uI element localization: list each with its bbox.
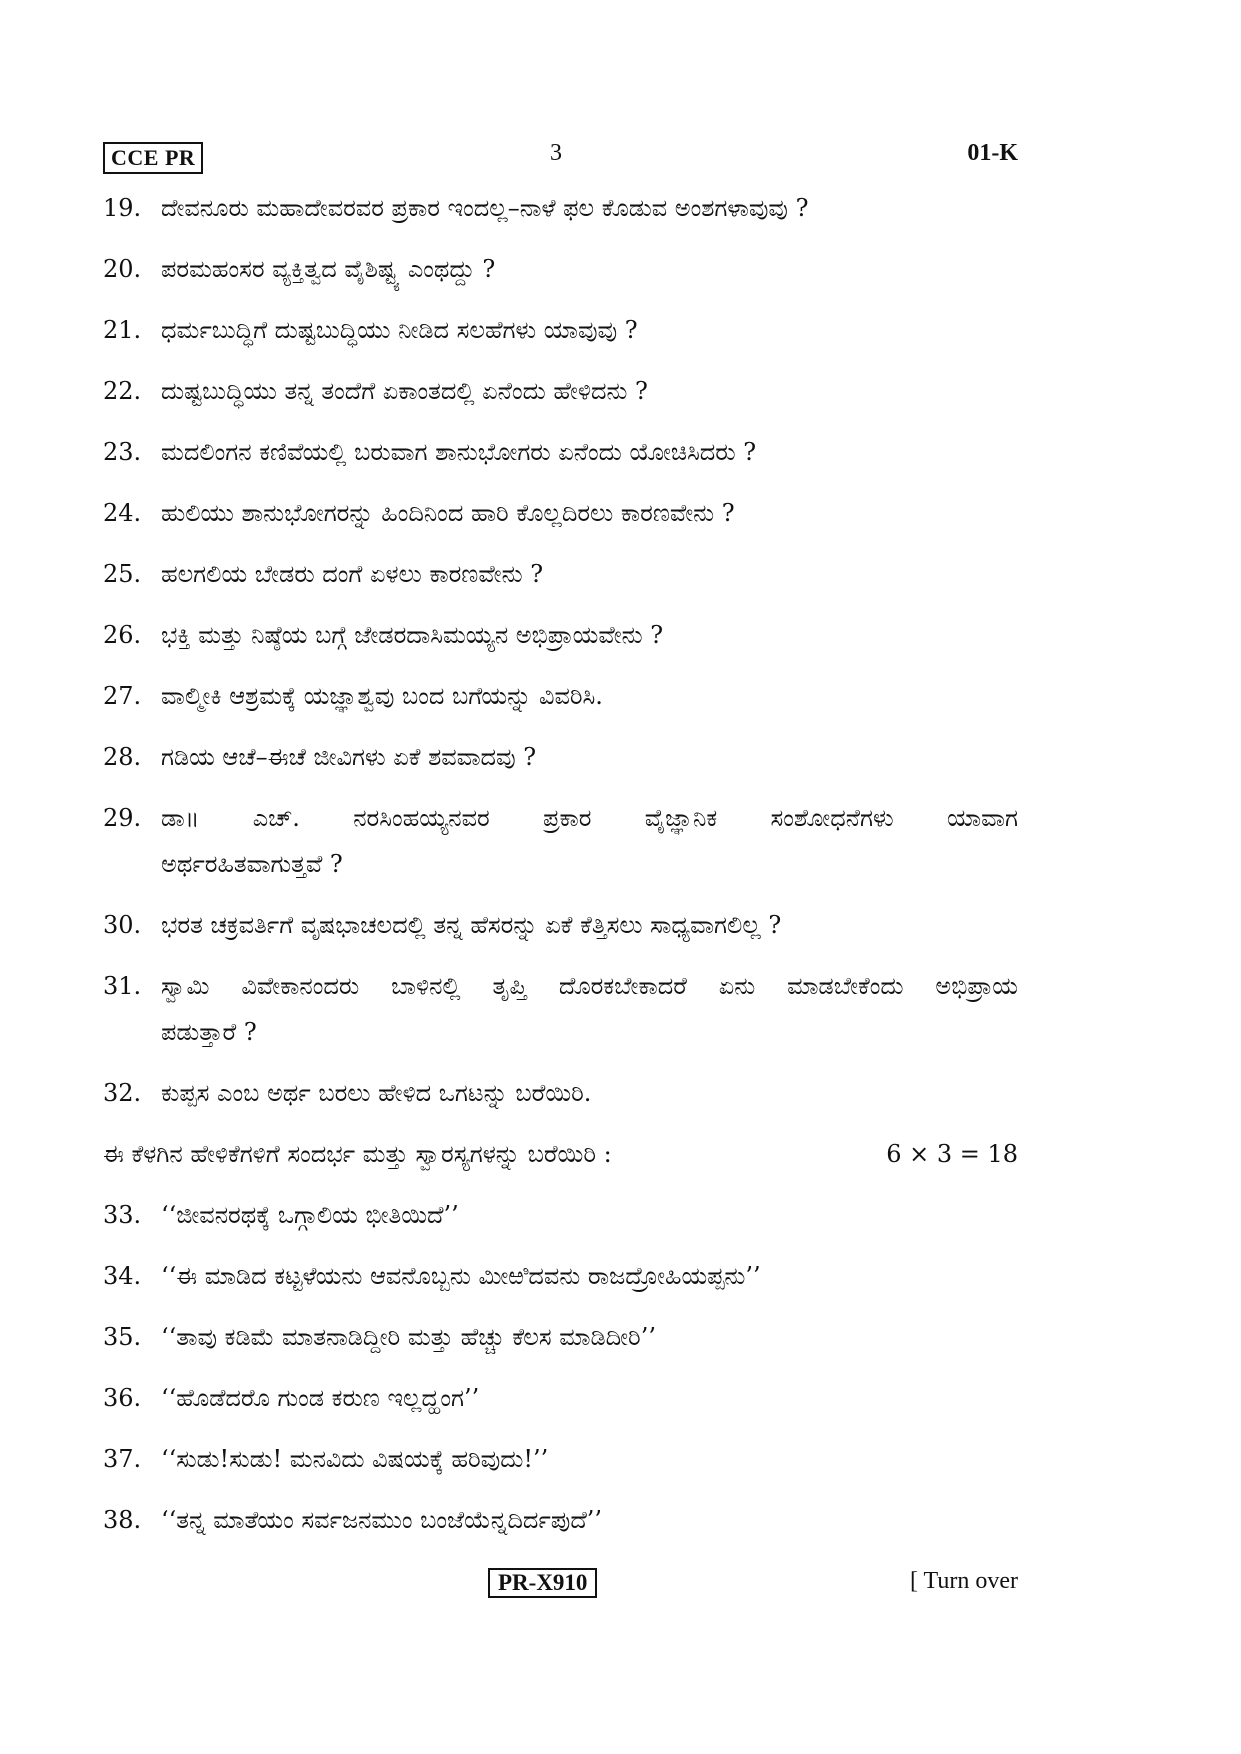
question-24: 24. ಹುಲಿಯು ಶಾನುಭೋಗರನ್ನು ಹಿಂದಿನಿಂದ ಹಾರಿ ಕೊಲ್ಲದಿರಲು ಕಾರಣವೇನು ? bbox=[103, 499, 735, 527]
question-27: 27. ವಾಲ್ಮೀಕಿ ಆಶ್ರಮಕ್ಕೆ ಯಜ್ಞಾಶ್ವವು ಬಂದ ಬಗೆಯನ್ನು ವಿವರಿಸಿ. bbox=[103, 682, 603, 710]
question-32: 32. ಕುಪ್ಪಸ ಎಂಬ ಅರ್ಥ ಬರಲು ಹೇಳಿದ ಒಗಟನ್ನು ಬರೆಯಿರಿ. bbox=[103, 1079, 592, 1107]
question-34: 34. ‘‘ಈ ಮಾಡಿದ ಕಟ್ಟಳೆಯನು ಆವನೊಬ್ಬನು ಮೀಱಿದವನು ರಾಜದ್ರೋಹಿಯಪ್ಪನು’’ bbox=[103, 1262, 761, 1290]
section-instruction bbox=[103, 1131, 1018, 1177]
question-38: 38. ‘‘ತನ್ನ ಮಾತೆಯಂ ಸರ್ವಜನಮುಂ ಬಂಜೆಯೆನ್ನದಿರ್ದಪುದೆ’’ bbox=[103, 1506, 603, 1534]
turn-over-note: [ Turn over bbox=[909, 1568, 1018, 1594]
question-28: 28. ಗಡಿಯ ಆಚೆ–ಈಚೆ ಜೀವಿಗಳು ಏಕೆ ಶವವಾದವು ? bbox=[103, 743, 537, 771]
question-list bbox=[103, 185, 1018, 1558]
paper-id: 01-K bbox=[967, 140, 1018, 166]
question-19: 19. ದೇವನೂರು ಮಹಾದೇವರವರ ಪ್ರಕಾರ ಇಂದಲ್ಲ–ನಾಳೆ ಫಲ ಕೊಡುವ ಅಂಶಗಳಾವುವು ? bbox=[103, 194, 809, 222]
question-20: 20. ಪರಮಹಂಸರ ವ್ಯಕ್ತಿತ್ವದ ವೈಶಿಷ್ಟ್ಯ ಎಂಥದ್ದು ? bbox=[103, 255, 496, 283]
question-30: 30. ಭರತ ಚಕ್ರವರ್ತಿಗೆ ವೃಷಭಾಚಲದಲ್ಲಿ ತನ್ನ ಹೆಸರನ್ನು ಏಕೆ ಕೆತ್ತಿಸಲು ಸಾಧ್ಯವಾಗಲಿಲ್ಲ ? bbox=[103, 911, 782, 939]
footer-code-box: PR-X910 bbox=[488, 1568, 597, 1598]
section-instruction-text: ಈ ಕೆಳಗಿನ ಹೇಳಿಕೆಗಳಿಗೆ ಸಂದರ್ಭ ಮತ್ತು ಸ್ವಾರಸ್ಯಗಳನ್ನು ಬರೆಯಿರಿ : bbox=[103, 1140, 612, 1168]
section-marks: 6 × 3 = 18 bbox=[886, 1140, 1018, 1168]
page-number: 3 bbox=[550, 140, 562, 166]
question-29: 29. ಡಾ॥ ಎಚ್. ನರಸಿಂಹಯ್ಯನವರ ಪ್ರಕಾರ ವೈಜ್ಞಾನಿಕ ಸಂಶೋಧನೆಗಳು ಯಾವಾಗ ಅರ್ಥರಹಿತವಾಗುತ್ತವೆ ? bbox=[103, 795, 1018, 887]
question-22: 22. ದುಷ್ಟಬುದ್ಧಿಯು ತನ್ನ ತಂದೆಗೆ ಏಕಾಂತದಲ್ಲಿ ಏನೆಂದು ಹೇಳಿದನು ? bbox=[103, 377, 648, 405]
question-31: 31. ಸ್ವಾಮಿ ವಿವೇಕಾನಂದರು ಬಾಳಿನಲ್ಲಿ ತೃಪ್ತಿ ದೊರಕಬೇಕಾದರೆ ಏನು ಮಾಡಬೇಕೆಂದು ಅಭಿಪ್ರಾಯ ಪಡುತ್ತಾರೆ ? bbox=[103, 963, 1018, 1055]
question-21: 21. ಧರ್ಮಬುದ್ಧಿಗೆ ದುಷ್ಟಬುದ್ಧಿಯು ನೀಡಿದ ಸಲಹೆಗಳು ಯಾವುವು ? bbox=[103, 316, 638, 344]
exam-code-box: CCE PR bbox=[103, 142, 203, 174]
question-33: 33. ‘‘ಜೀವನರಥಕ್ಕೆ ಒಗ್ಗಾಲಿಯ ಭೀತಿಯಿದೆ’’ bbox=[103, 1201, 459, 1229]
question-26: 26. ಭಕ್ತಿ ಮತ್ತು ನಿಷ್ಠೆಯ ಬಗ್ಗೆ ಜೇಡರದಾಸಿಮಯ್ಯನ ಅಭಿಪ್ರಾಯವೇನು ? bbox=[103, 621, 664, 649]
question-25: 25. ಹಲಗಲಿಯ ಬೇಡರು ದಂಗೆ ಏಳಲು ಕಾರಣವೇನು ? bbox=[103, 560, 544, 588]
question-29-line-1: ಡಾ॥ ಎಚ್. ನರಸಿಂಹಯ್ಯನವರ ಪ್ರಕಾರ ವೈಜ್ಞಾನಿಕ ಸಂಶೋಧನೆಗಳು ಯಾವಾಗ bbox=[161, 804, 1018, 832]
question-31-line-2: ಪಡುತ್ತಾರೆ ? bbox=[161, 1018, 257, 1046]
question-29-line-2: ಅರ್ಥರಹಿತವಾಗುತ್ತವೆ ? bbox=[161, 850, 343, 878]
page-header bbox=[103, 140, 1018, 180]
question-31-line-1: ಸ್ವಾಮಿ ವಿವೇಕಾನಂದರು ಬಾಳಿನಲ್ಲಿ ತೃಪ್ತಿ ದೊರಕಬೇಕಾದರೆ ಏನು ಮಾಡಬೇಕೆಂದು ಅಭಿಪ್ರಾಯ bbox=[161, 972, 1018, 1000]
question-36: 36. ‘‘ಹೊಡೆದರೊ ಗುಂಡ ಕರುಣ ಇಲ್ಲದ್ಹಂಗ’’ bbox=[103, 1384, 480, 1412]
question-35: 35. ‘‘ತಾವು ಕಡಿಮೆ ಮಾತನಾಡಿದ್ದೀರಿ ಮತ್ತು ಹೆಚ್ಚು ಕೆಲಸ ಮಾಡಿದೀರಿ’’ bbox=[103, 1323, 656, 1351]
question-37: 37. ‘‘ಸುಡು!ಸುಡು! ಮನವಿದು ವಿಷಯಕ್ಕೆ ಹರಿವುದು!’’ bbox=[103, 1445, 549, 1473]
question-23: 23. ಮದಲಿಂಗನ ಕಣಿವೆಯಲ್ಲಿ ಬರುವಾಗ ಶಾನುಭೋಗರು ಏನೆಂದು ಯೋಚಿಸಿದರು ? bbox=[103, 438, 757, 466]
page-footer bbox=[103, 1568, 1018, 1608]
